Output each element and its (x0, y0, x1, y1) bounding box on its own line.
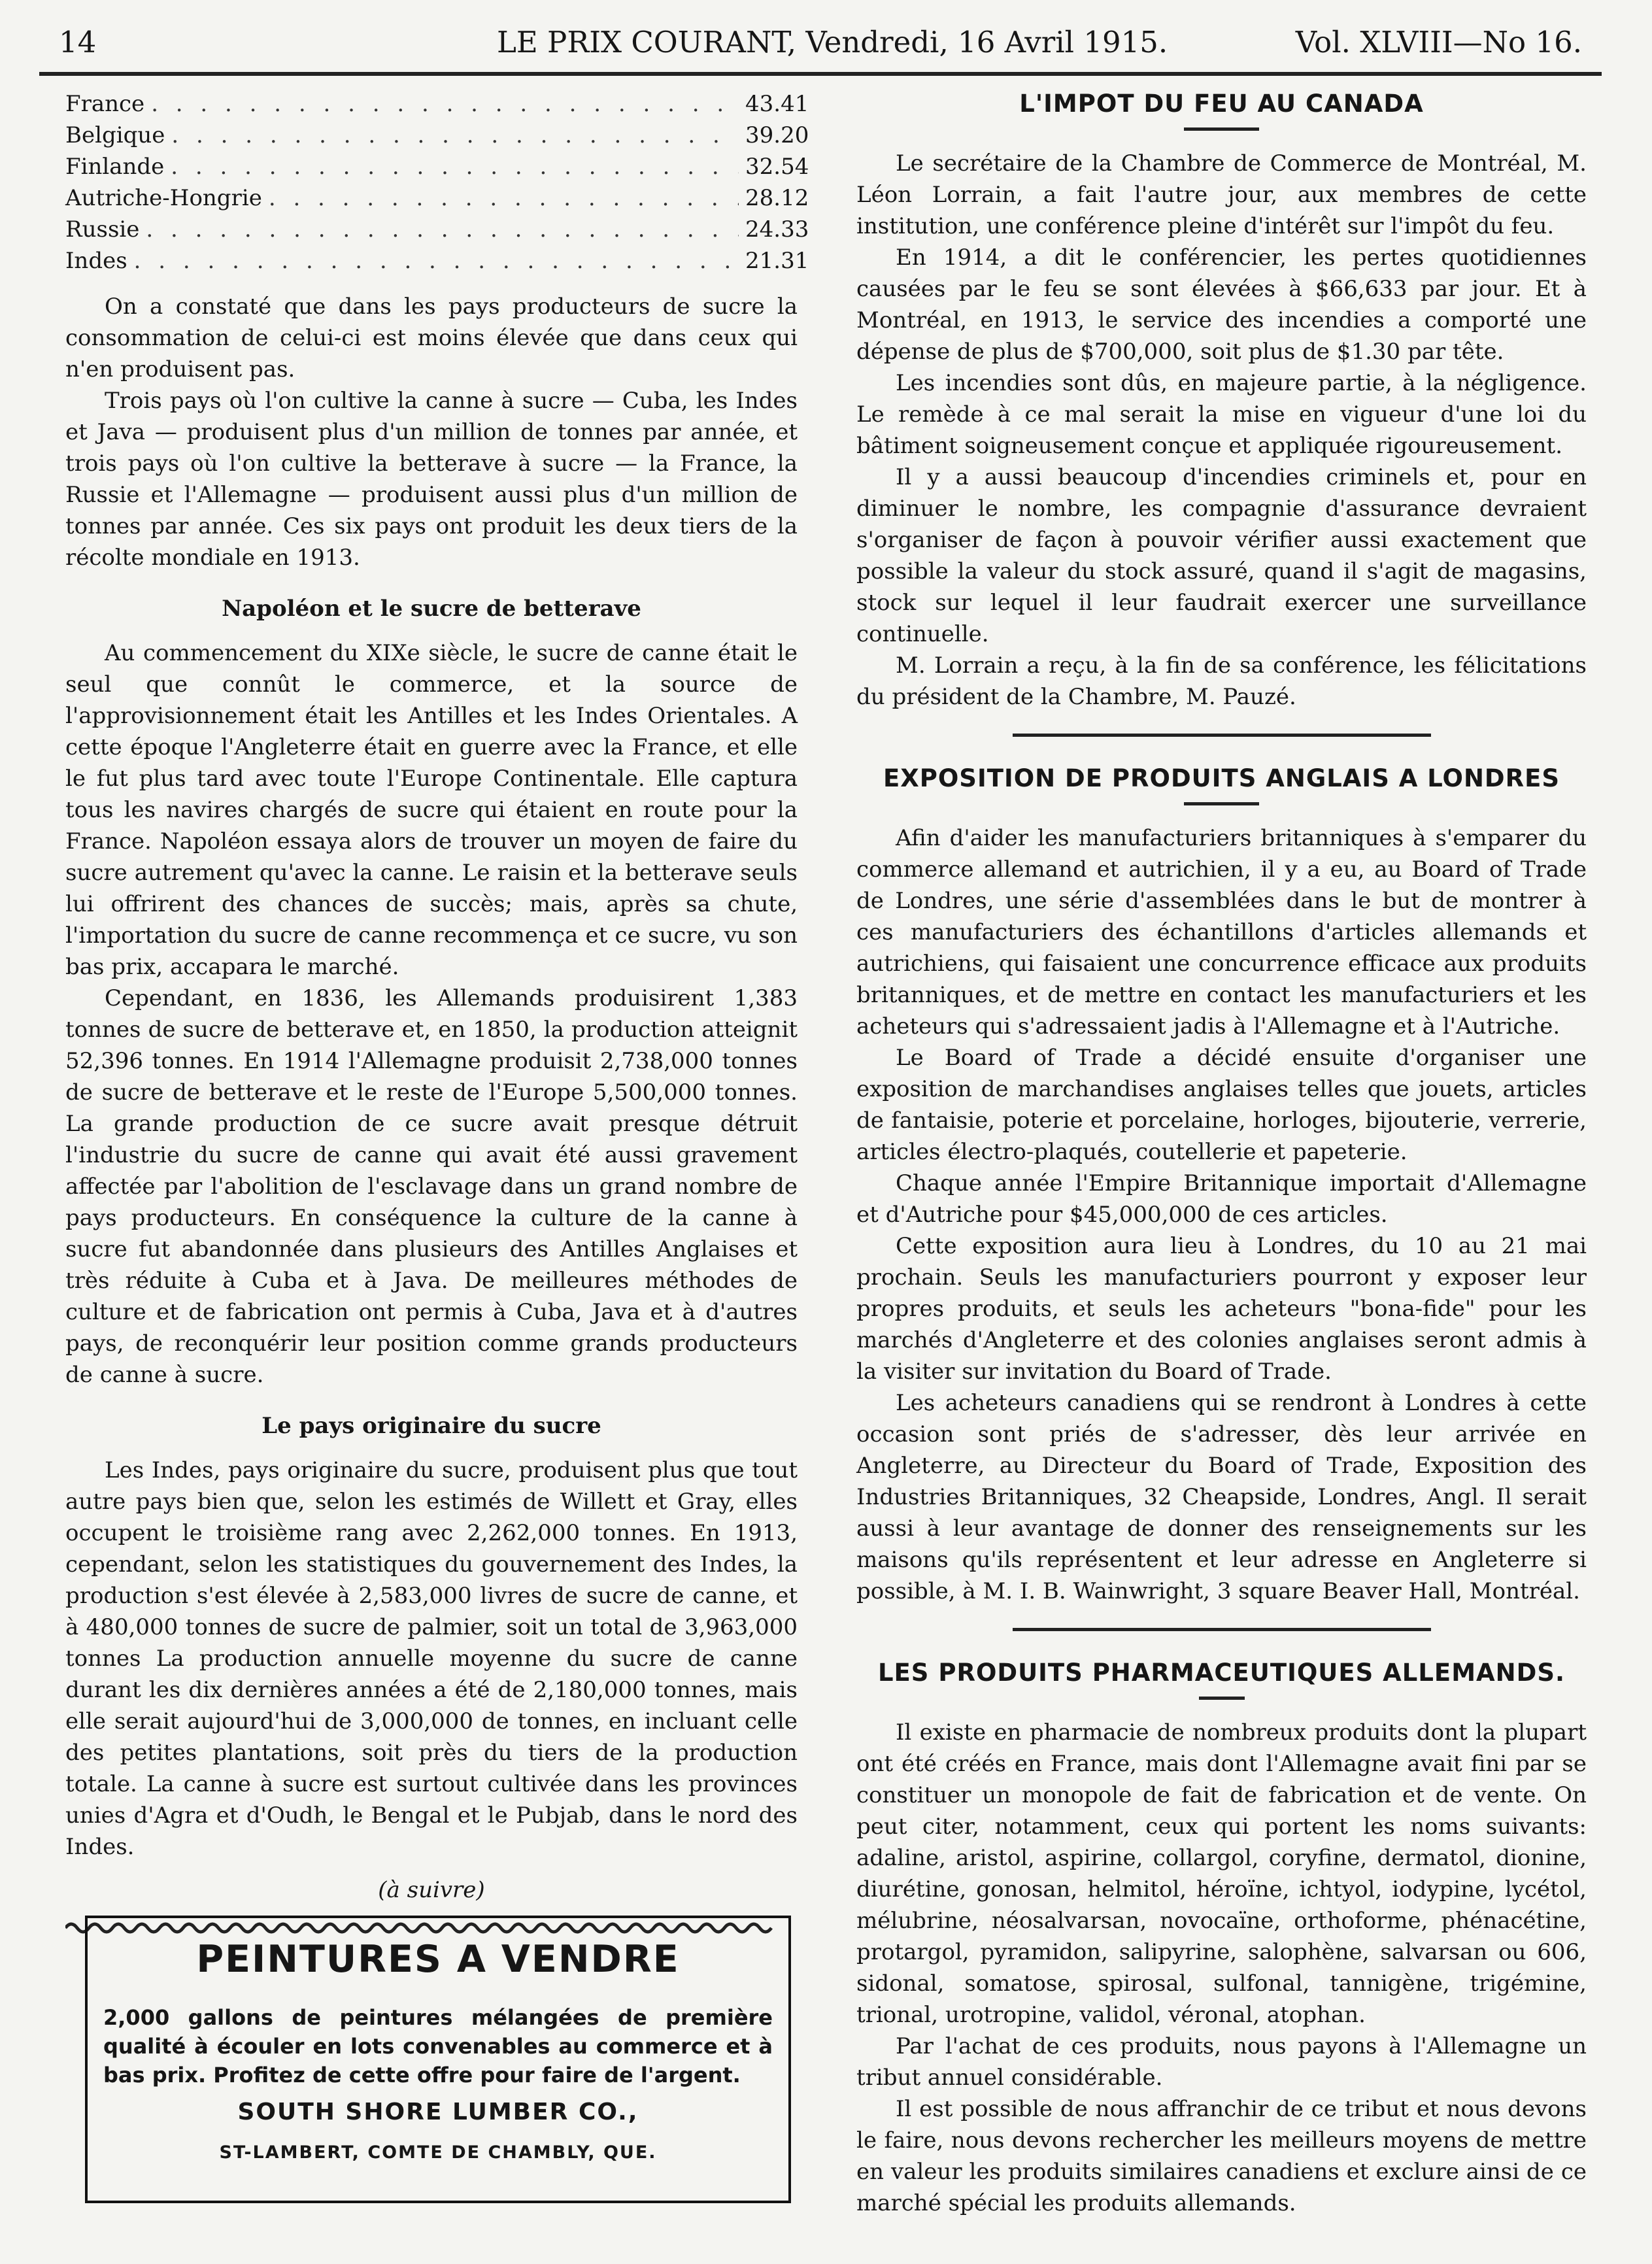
country-value: 39.20 (745, 122, 809, 148)
left-column (65, 88, 809, 1936)
body-paragraph: Cependant, en 1836, les Allemands produisirent 1,383 tonnes de sucre de betterave et, en 1850, la production atteignit 52,396 tonnes. En 1914 l'Allemagne produisit 2,738,000 tonnes de sucre de betterave et le reste de l'Europe 5,500,000 tonnes. La grande production de ce sucre avait presque détruit l'industrie du sucre de canne qui avait été aussi gravement affectée par l'abolition de l'esclavage dans un grand nombre de pays producteurs. En conséquence la culture de la canne à sucre fut abandonnée dans plusieurs des Antilles Anglaises et très réduite à Cuba et à Java. De meilleures méthodes de culture et de fabrication ont permis à Cuba, Java et à d'autres pays, de reconquérir leur position comme grands producteurs de canne à sucre. (65, 985, 798, 1388)
section-divider (1013, 1628, 1431, 1631)
section-heading: Le pays originaire du sucre (261, 1413, 601, 1439)
volume-number: Vol. XLVIII—No 16. (1295, 25, 1582, 59)
country-value: 24.33 (745, 216, 809, 243)
country-name: Belgique (65, 122, 165, 148)
advertisement-box (85, 1916, 791, 2203)
table-row (65, 120, 809, 151)
header-rule (39, 72, 1602, 76)
body-paragraph: En 1914, a dit le conférencier, les pertes quotidiennes causées par le feu se sont élevées à $66,633 par jour. Et à Montréal, en 1913, le service des incendies a comporté une dépense de plus de $700,000, soit plus de $1.30 par tête. (856, 245, 1587, 365)
body-paragraph: Il y a aussi beaucoup d'incendies criminels et, pour en diminuer le nombre, les compagnie d'assurance devraient s'organiser de façon à pouvoir vérifier aussi exactement que possible la valeur du stock assuré, quand il s'agit de magasins, stock sur lequel il leur faudrait exercer une surveillance continuelle. (856, 464, 1587, 647)
newspaper-title: LE PRIX COURANT, Vendredi, 16 Avril 1915. (497, 25, 1168, 59)
table-row (65, 88, 809, 120)
leader-dots (171, 151, 739, 182)
body-paragraph: Le secrétaire de la Chambre de Commerce de Montréal, M. Léon Lorrain, a fait l'autre jour, aux membres de cette institution, une conférence pleine d'intérêt sur l'impôt du feu. (856, 150, 1587, 239)
intro-paragraph: Trois pays où l'on cultive la canne à sucre — Cuba, les Indes et Java — produisent plus d'un million de tonnes par année, et trois pays où l'on cultive la betterave à sucre — la France, la Russie et l'Allemagne — produisent aussi plus d'un million de tonnes par année. Ces six pays ont produit les deux tiers de la récolte mondiale en 1913. (65, 388, 798, 571)
table-row (65, 214, 809, 245)
leader-dots (171, 120, 739, 151)
section-heading: Napoléon et le sucre de betterave (222, 596, 641, 622)
right-column (856, 88, 1587, 2219)
country-value: 32.54 (745, 154, 809, 180)
country-name: Finlande (65, 154, 165, 180)
title-rule (1184, 127, 1259, 131)
country-name: Autriche-Hongrie (65, 185, 262, 211)
page-header (59, 25, 1582, 64)
page-number: 14 (59, 25, 97, 59)
body-paragraph: Afin d'aider les manufacturiers britanniques à s'emparer du commerce allemand et autrichien, il y a eu, au Board of Trade de Londres, une série d'assemblées dans le but de montrer à ces manufacturiers des échantillons d'articles allemands et autrichiens, qui faisaient une concurrence efficace aux produits britanniques, et de mettre en contact les manufacturiers et les acheteurs qui s'adressaient jadis à l'Allemagne et à l'Autriche. (856, 825, 1587, 1039)
country-value: 28.12 (745, 185, 809, 211)
consumption-table (65, 88, 809, 277)
title-rule (1199, 1697, 1245, 1700)
ad-address: ST-LAMBERT, COMTE DE CHAMBLY, QUE. (219, 2142, 657, 2163)
intro-paragraph: On a constaté que dans les pays producteurs de sucre la consommation de celui-ci est moins élevée que dans ceux qui n'en produisent pas. (65, 294, 798, 382)
table-row (65, 245, 809, 277)
country-name: Russie (65, 216, 140, 243)
country-name: France (65, 91, 145, 117)
to-follow-note: (à suivre) (378, 1877, 485, 1903)
table-row (65, 151, 809, 182)
country-value: 21.31 (745, 248, 809, 274)
country-value: 43.41 (745, 91, 809, 117)
title-rule (1184, 802, 1259, 805)
leader-dots (134, 245, 739, 277)
body-paragraph: Le Board of Trade a décidé ensuite d'organiser une exposition de marchandises anglaises telles que jouets, articles de fantaisie, poterie et porcelaine, horloges, bijouterie, verrerie, articles électro-plaqués, coutellerie et papeterie. (856, 1045, 1587, 1165)
section-divider (1013, 734, 1431, 737)
country-name: Indes (65, 248, 127, 274)
article-title: LES PRODUITS PHARMACEUTIQUES ALLEMANDS. (877, 1659, 1566, 1687)
body-paragraph: Les acheteurs canadiens qui se rendront à Londres à cette occasion sont priés de s'adresser, dès leur arrivée en Angleterre, au Directeur du Board of Trade, Exposition des Industries Britanniques, 32 Cheapside, Londres, Angl. Il serait aussi à leur avantage de donner des renseignements sur les maisons qu'ils représentent et leur adresse en Angleterre si possible, à M. I. B. Wainwright, 3 square Beaver Hall, Montréal. (856, 1390, 1587, 1604)
body-paragraph: Au commencement du XIXe siècle, le sucre de canne était le seul que connût le commerce, et la source de l'approvisionnement était les Antilles et les Indes Orientales. A cette époque l'Angleterre était en guerre avec la France, et elle le fut plus tard avec toute l'Europe Continentale. Elle captura tous les navires chargés de sucre qui étaient en route pour la France. Napoléon essaya alors de trouver un moyen de faire du sucre autrement qu'avec la canne. Le raisin et la betterave seuls lui offrirent des chances de succès; mais, après sa chute, l'importation du sucre de canne recommença et ce sucre, vu son bas prix, accapara le marché. (65, 640, 798, 980)
leader-dots (146, 214, 739, 245)
article-title: EXPOSITION DE PRODUITS ANGLAIS A LONDRES (883, 764, 1560, 792)
body-paragraph: Les incendies sont dûs, en majeure partie, à la négligence. Le remède à ce mal serait la mise en vigueur d'une loi du bâtiment soigneusement conçue et appliquée rigoureusement. (856, 370, 1587, 459)
ad-text: 2,000 gallons de peintures mélangées de première qualité à écouler en lots convenables au commerce et à bas prix. Profitez de cette offre pour faire de l'argent. (103, 2005, 773, 2087)
ad-title: PEINTURES A VENDRE (196, 1938, 680, 1981)
body-paragraph: Chaque année l'Empire Britannique importait d'Allemagne et d'Autriche pour $45,000,000 de ces articles. (856, 1170, 1587, 1228)
leader-dots (151, 88, 739, 120)
table-row (65, 182, 809, 214)
body-paragraph: M. Lorrain a reçu, à la fin de sa conférence, les félicitations du président de la Chambre, M. Pauzé. (856, 652, 1587, 710)
ad-company: SOUTH SHORE LUMBER CO., (237, 2099, 639, 2125)
leader-dots (269, 182, 739, 214)
body-paragraph: Il existe en pharmacie de nombreux produits dont la plupart ont été créés en France, mais dont l'Allemagne avait fini par se constituer un monopole de fait de fabrication et de vente. On peut citer, notamment, ceux qui portent les noms suivants: adaline, aristol, aspirine, collargol, coryfine, dermatol, dionine, diurétine, gonosan, helmitol, héroïne, ichtyol, iodypine, lycétol, mélubrine, néosalvarsan, novocaïne, orthoforme, phénacétine, protargol, pyramidon, salipyrine, salophène, salvarsan ou 606, sidonal, somatose, spirosal, sulfonal, tannigène, trigémine, trional, urotropine, validol, véronal, atophan. (856, 1719, 1587, 2028)
body-paragraph: Cette exposition aura lieu à Londres, du 10 au 21 mai prochain. Seuls les manufacturiers pourront y exposer leur propres produits, et seuls les acheteurs "bona-fide" pour les marchés d'Angleterre et des colonies anglaises seront admis à la visiter sur invitation du Board of Trade. (856, 1233, 1587, 1385)
body-paragraph: Il est possible de nous affranchir de ce tribut et nous devons le faire, nous devons rechercher les meilleurs moyens de mettre en valeur les produits similaires canadiens et exclure ainsi de ce marché spécial les produits allemands. (856, 2096, 1587, 2216)
body-paragraph: Les Indes, pays originaire du sucre, produisent plus que tout autre pays bien que, selon les estimés de Willett et Gray, elles occupent le troisième rang avec 2,262,000 tonnes. En 1913, cependant, selon les statistiques du gouvernement des Indes, la production s'est élevée à 2,583,000 livres de sucre de canne, et à 480,000 tonnes de sucre de palmier, soit un total de 3,963,000 tonnes La production annuelle moyenne du sucre de canne durant les dix dernières années a été de 2,180,000 tonnes, mais elle serait aujourd'hui de 3,000,000 de tonnes, en incluant celle des petites plantations, soit près du tiers de la production totale. La canne à sucre est surtout cultivée dans les provinces unies d'Agra et d'Oudh, le Bengal et le Pubjab, dans le nord des Indes. (65, 1457, 798, 1860)
article-title: L'IMPOT DU FEU AU CANADA (1019, 90, 1424, 118)
body-paragraph: Par l'achat de ces produits, nous payons à l'Allemagne un tribut annuel considérable. (856, 2033, 1587, 2091)
